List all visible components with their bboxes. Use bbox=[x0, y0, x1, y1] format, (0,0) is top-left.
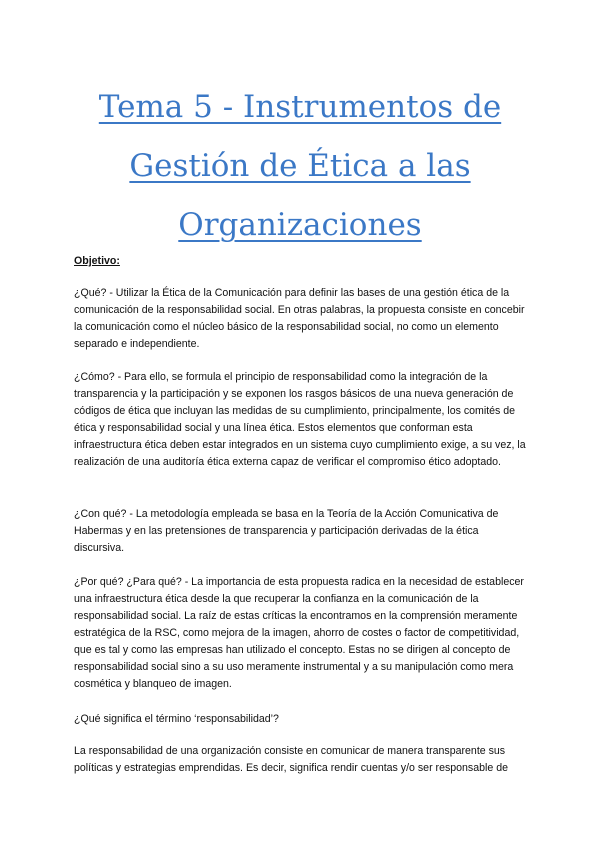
paragraph-como: ¿Cómo? - Para ello, se formula el principio de responsabilidad como la integración de la transparencia y la participación y se exponen los rasgos básicos de una nueva generación de códigos de ética que incluyan las medidas de su cumplimiento, principalmente, los comités de ética y responsabilidad social y una línea ética. Estos elementos que conforman esta infraestructura ética deben estar integrados en un sistema cuyo cumplimiento exige, a su vez, la realización de una auditoría ética externa capaz de verificar el compromiso ético adoptado. bbox=[74, 371, 526, 468]
question-responsabilidad: ¿Qué significa el término ‘responsabilidad’? bbox=[74, 713, 279, 725]
paragraph-con-que: ¿Con qué? - La metodología empleada se basa en la Teoría de la Acción Comunicativa de Habermas y en las pretensiones de transparencia y participación derivadas de la ética discursiva. bbox=[74, 508, 499, 554]
objective-heading: Objetivo: bbox=[74, 255, 120, 267]
document-title: Tema 5 - Instrumentos de Gestión de Ética a las Organizaciones bbox=[98, 89, 502, 243]
paragraph-responsabilidad: La responsabilidad de una organización consiste en comunicar de manera transparente sus políticas y estrategias emprendidas. Es decir, significa rendir cuentas y/o ser responsable de bbox=[74, 745, 508, 774]
paragraph-que: ¿Qué? - Utilizar la Ética de la Comunicación para definir las bases de una gestión ética de la comunicación de la responsabilidad social. En otras palabras, la propuesta consiste en concebir la comunicación como el núcleo básico de la responsabilidad social, no como un elemento separado e independiente. bbox=[74, 287, 525, 350]
paragraph-por-que: ¿Por qué? ¿Para qué? - La importancia de esta propuesta radica en la necesidad de establecer una infraestructura ética desde la que recuperar la confianza en la comunicación de la responsabilidad social. La raíz de estas críticas la encontramos en la comprensión meramente estratégica de la RSC, como mejora de la imagen, ahorro de costes o factor de competitividad, que es tal y como las empresas han utilizado el concepto. Estas no se dirigen al concepto de responsabilidad social sino a su uso meramente instrumental y a su manipulación como mera cosmética y blanqueo de imagen. bbox=[74, 576, 524, 690]
